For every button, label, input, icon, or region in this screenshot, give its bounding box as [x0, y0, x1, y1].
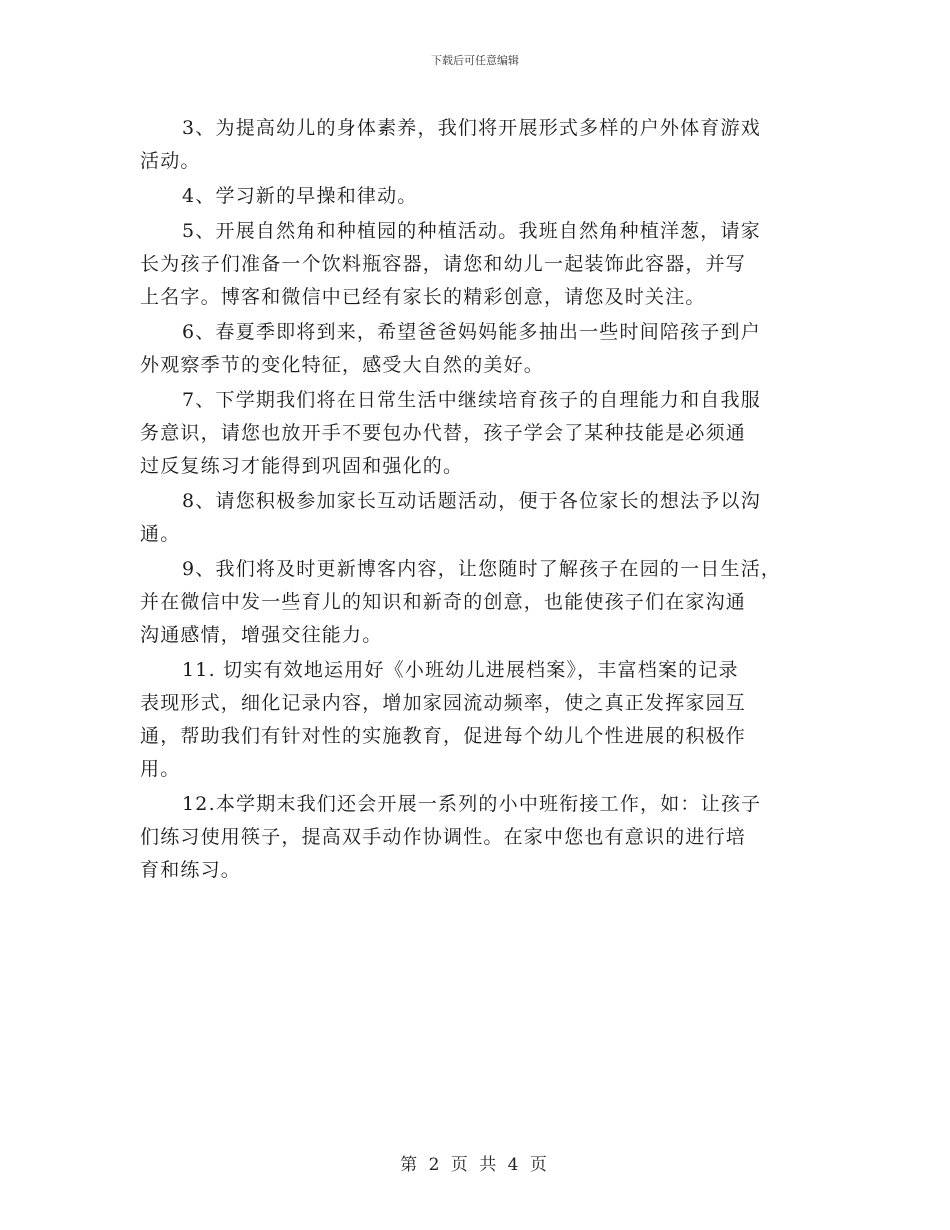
paragraph-line: 8、请您积极参加家长互动话题活动，便于各位家长的想法予以沟	[182, 490, 761, 512]
paragraph-line: 并在微信中发一些育儿的知识和新奇的创意，也能使孩子们在家沟通	[140, 591, 747, 613]
paragraph-line: 们练习使用筷子，提高双手动作协调性。在家中您也有意识的进行培	[140, 826, 747, 848]
paragraph-line: 6、春夏季即将到来，希望爸爸妈妈能多抽出一些时间陪孩子到户	[182, 321, 761, 343]
paragraph-line: 上名字。博客和微信中已经有家长的精彩创意，请您及时关注。	[140, 286, 706, 308]
paragraph-line: 过反复练习才能得到巩固和强化的。	[140, 455, 464, 477]
paragraph-item-11	[140, 654, 820, 786]
paragraph-line: 长为孩子们准备一个饮料瓶容器，请您和幼儿一起装饰此容器，并写	[140, 253, 747, 275]
paragraph-line: 7、下学期我们将在日常生活中继续培育孩子的自理能力和自我服	[182, 389, 761, 411]
paragraph-line: 务意识，请您也放开手不要包办代替，孩子学会了某种技能是必须通	[140, 422, 747, 444]
paragraph-line: 活动。	[140, 150, 201, 172]
paragraph-line: 5、开展自然角和种植园的种植活动。我班自然角种植洋葱，请家	[182, 220, 761, 242]
paragraph-line: 通，帮助我们有针对性的实施教育，促进每个幼儿个性进展的积极作	[140, 725, 747, 747]
paragraph-item-3	[140, 112, 820, 178]
paragraph-item-6	[140, 316, 820, 382]
paragraph-line: 沟通感情，增强交往能力。	[140, 624, 383, 646]
paragraph-item-7	[140, 384, 820, 483]
paragraph-line: 9、我们将及时更新博客内容，让您随时了解孩子在园的一日生活，	[182, 558, 782, 580]
paragraph-item-12	[140, 788, 820, 887]
page-number-footer: 第 2 页 共 4 页	[400, 1155, 550, 1175]
paragraph-item-8	[140, 485, 820, 551]
paragraph-item-9	[140, 553, 820, 652]
paragraph-line: 通。	[140, 523, 181, 545]
paragraph-line: 4、学习新的早操和律动。	[182, 185, 418, 207]
page-header: 下载后可任意编辑	[431, 54, 519, 67]
paragraph-line: 3、为提高幼儿的身体素养，我们将开展形式多样的户外体育游戏	[182, 117, 761, 139]
paragraph-line: 育和练习。	[140, 859, 242, 881]
document-body	[140, 112, 820, 889]
paragraph-line: 11. 切实有效地运用好《小班幼儿进展档案》，丰富档案的记录	[182, 659, 739, 681]
paragraph-line: 用。	[140, 758, 181, 780]
paragraph-item-5	[140, 215, 820, 314]
paragraph-line: 12.本学期末我们还会开展一系列的小中班衔接工作，如：让孩子	[182, 793, 762, 815]
paragraph-item-4	[140, 180, 820, 213]
paragraph-line: 外观察季节的变化特征，感受大自然的美好。	[140, 354, 545, 376]
paragraph-line: 表现形式，细化记录内容，增加家园流动频率，使之真正发挥家园互	[140, 692, 747, 714]
